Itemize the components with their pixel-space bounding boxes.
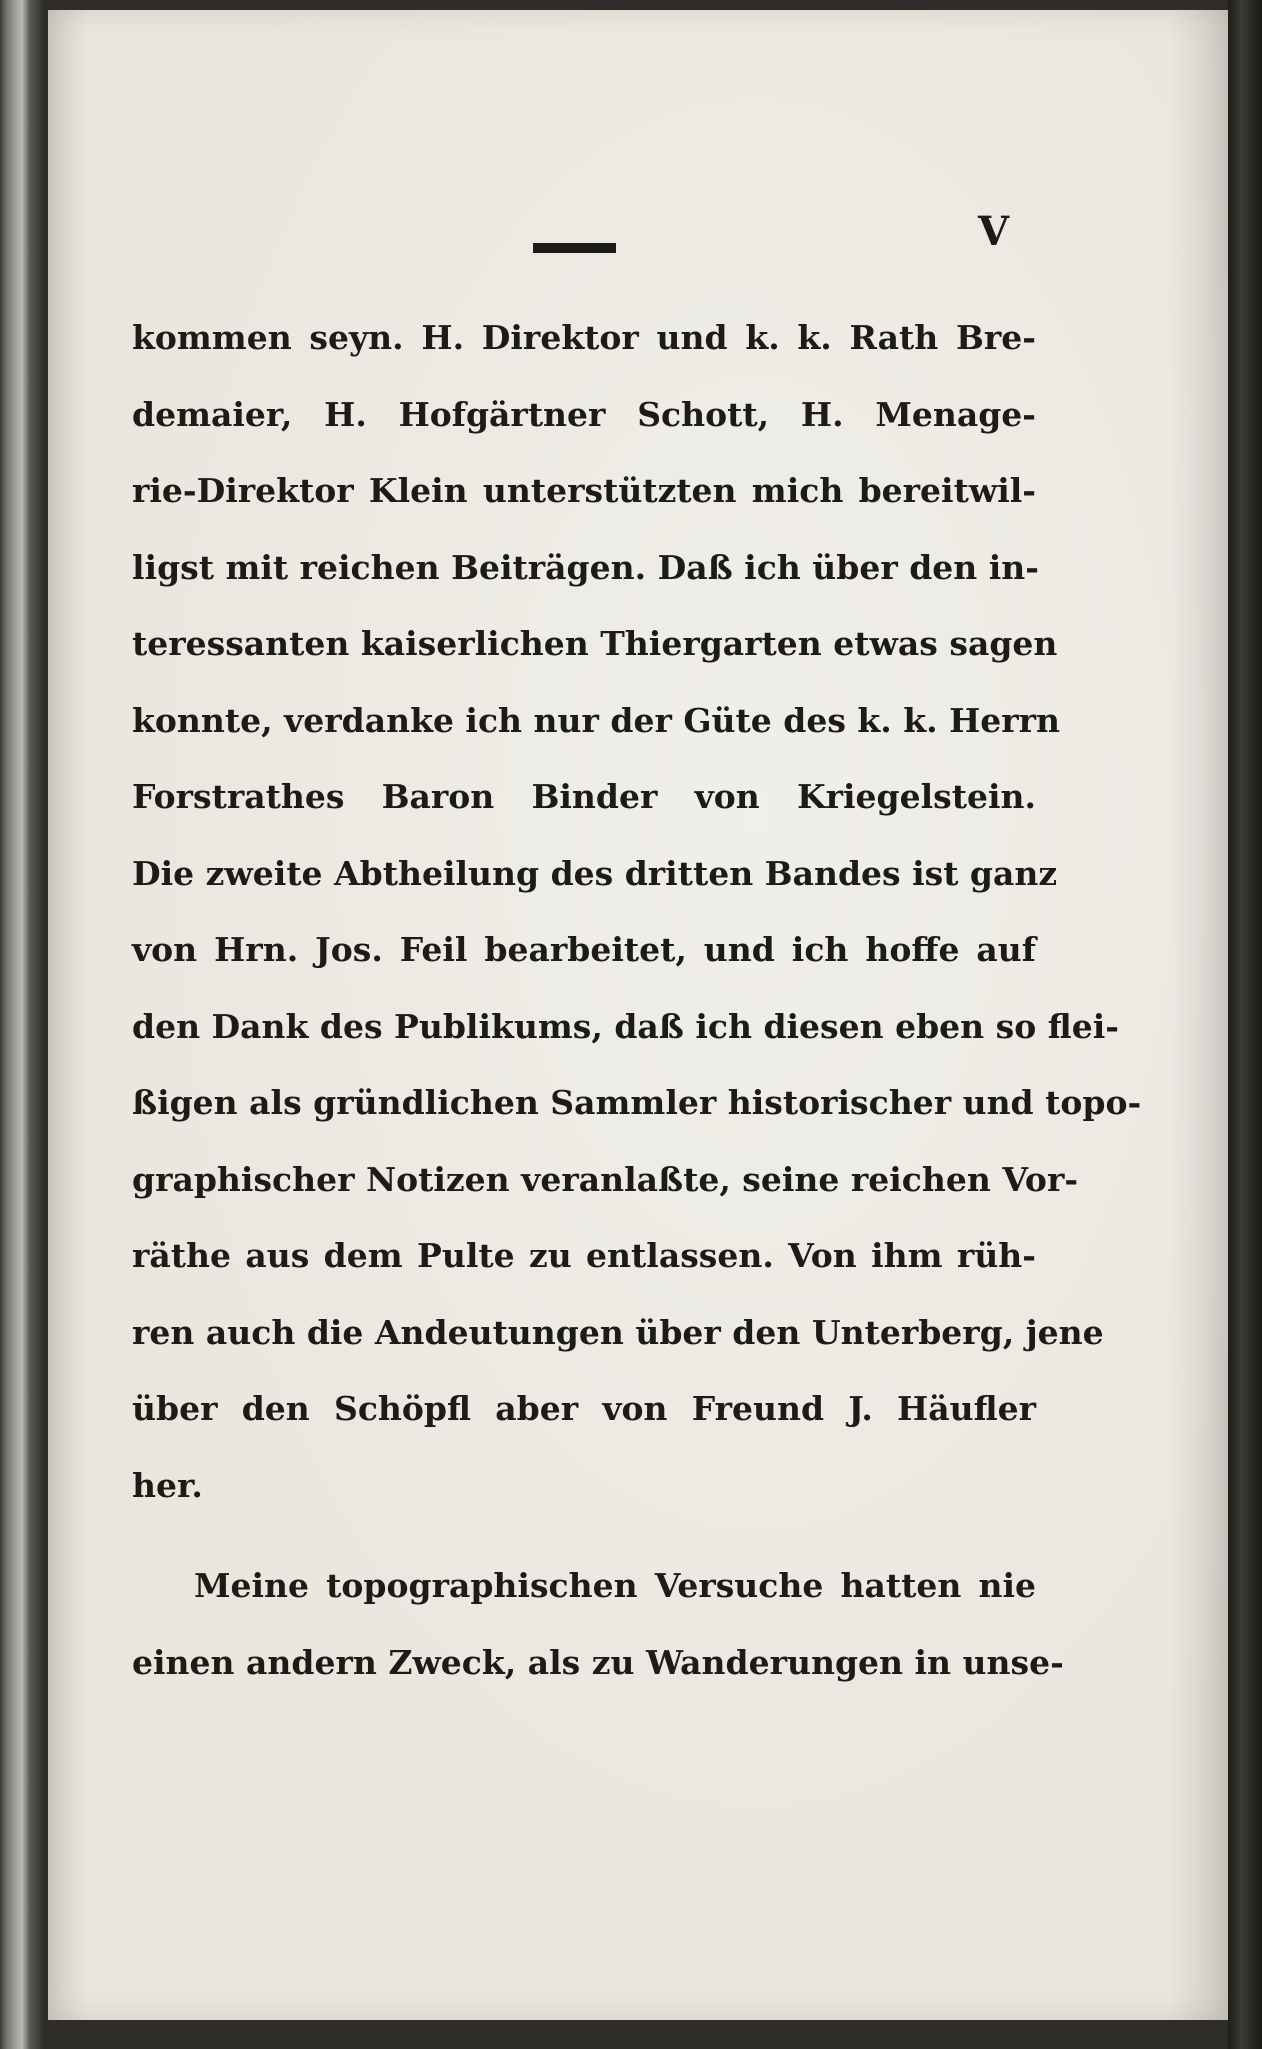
text-line: her. (132, 1465, 203, 1505)
text-line: rie-Direktor Klein unterstützten mich bereitwil- (132, 471, 1036, 510)
book-right-edge (1228, 0, 1262, 2049)
text-line: über den Schöpfl aber von Freund J. Häufler (132, 1389, 1036, 1428)
text-line: teressanten kaiserlichen Thiergarten etwas sagen (132, 624, 1058, 663)
text-line: ren auch die Andeutungen über den Unterberg, jene (132, 1312, 1104, 1352)
page-number: V (978, 208, 1010, 255)
text-line: kommen seyn. H. Direktor und k. k. Rath Bre- (132, 318, 1036, 357)
text-line: Meine topographischen Versuche hatten nie (194, 1566, 1036, 1605)
text-line: ßigen als gründlichen Sammler historischer und topo- (132, 1083, 1142, 1122)
text-line: von Hrn. Jos. Feil bearbeitet, und ich hoffe auf (132, 930, 1036, 969)
text-line: einen andern Zweck, als zu Wanderungen in unse- (132, 1642, 1064, 1682)
text-line: graphischer Notizen veranlaßte, seine reichen Vor- (132, 1159, 1079, 1199)
text-line: räthe aus dem Pulte zu entlassen. Von ihm rüh- (132, 1236, 1036, 1275)
text-line: demaier, H. Hofgärtner Schott, H. Menage- (132, 394, 1036, 434)
text-line: Die zweite Abtheilung des dritten Bandes ist ganz (132, 853, 1058, 893)
page-body (132, 300, 1142, 1701)
paragraph-gap (132, 1524, 1036, 1548)
header-ornament-rule (533, 243, 616, 253)
text-line: konnte, verdanke ich nur der Güte des k. k. Herrn (132, 700, 1061, 740)
text-line: den Dank des Publikums, daß ich diesen eben so flei- (132, 1006, 1119, 1046)
text-line: ligst mit reichen Beiträgen. Daß ich über den in- (132, 547, 1039, 587)
text-line: Forstrathes Baron Binder von Kriegelstein. (132, 777, 1036, 816)
